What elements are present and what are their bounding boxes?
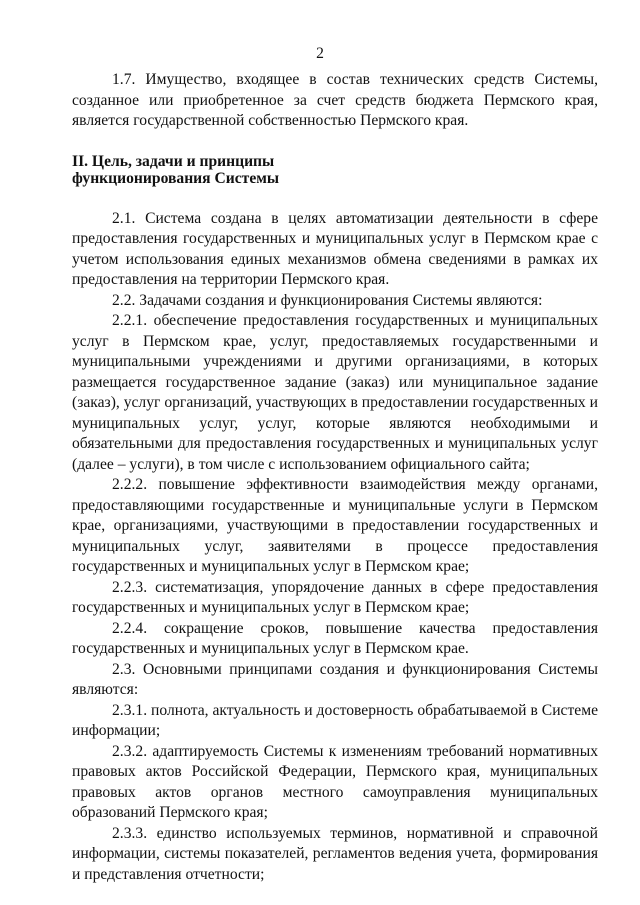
paragraph-1-7: 1.7. Имущество, входящее в состав технических средств Системы, созданное или приобретенное за счет средств бюджета Пермского края, является государственной собственностью Пермского края. — [72, 71, 598, 129]
paragraph-2-2-4: 2.2.4. сокращение сроков, повышение качества предоставления государственных и муниципальных услуг в Пермском крае. — [72, 619, 598, 657]
paragraph-2-2-3: 2.2.3. систематизация, упорядочение данных в сфере предоставления государственных и муниципальных услуг в Пермском крае; — [72, 578, 598, 616]
page-number: 2 — [316, 45, 324, 62]
paragraph-2-3: 2.3. Основными принципами создания и функционирования Системы являются: — [72, 660, 598, 698]
paragraph-2-3-3: 2.3.3. единство используемых терминов, нормативной и справочной информации, системы показателей, регламентов ведения учета, формирования и представления отчетности; — [72, 824, 598, 883]
paragraph-2-3-2: 2.3.2. адаптируемость Системы к изменениям требований нормативных правовых актов Российской Федерации, Пермского края, муниципальных правовых актов органов местного самоуправления муниципальных образований Пермского края; — [72, 742, 598, 821]
document-body — [72, 70, 598, 885]
paragraph-2-3-1: 2.3.1. полнота, актуальность и достоверность обрабатываемой в Системе информации; — [72, 701, 598, 739]
section-title-line-2: функционирования Системы — [72, 169, 280, 187]
section-title-line-1: II. Цель, задачи и принципы — [72, 152, 275, 170]
paragraph-2-2-1: 2.2.1. обеспечение предоставления государственных и муниципальных услуг в Пермском крае, услуг, предоставляемых государственными и муниципальными учреждениями и другими организациями, в которых размещается государственное задание (заказ) или муниципальное задание (заказ), услуг организаций, участвующих в предоставлении государственных и муниципальных услуг, услуг, которые являются необходимыми и обязательными для предоставления государственных и муниципальных услуг (далее – услуги), в том числе с использованием официального сайта; — [72, 312, 598, 473]
paragraph-2-1: 2.1. Система создана в целях автоматизации деятельности в сфере предоставления государственных и муниципальных услуг в Пермском крае с учетом использования единых механизмов обмена сведениями в рамках их предоставления на территории Пермского края. — [72, 209, 598, 288]
paragraph-2-2: 2.2. Задачами создания и функционирования Системы являются: — [112, 291, 543, 309]
section-title — [72, 153, 598, 187]
paragraph-2-2-2: 2.2.2. повышение эффективности взаимодействия между органами, предоставляющими государственные и муниципальные услуги в Пермском крае, организациями, участвующими в предоставлении государственных и муниципальных услуг, заявителями в процессе предоставления государственных и муниципальных услуг в Пермском крае; — [72, 476, 598, 575]
